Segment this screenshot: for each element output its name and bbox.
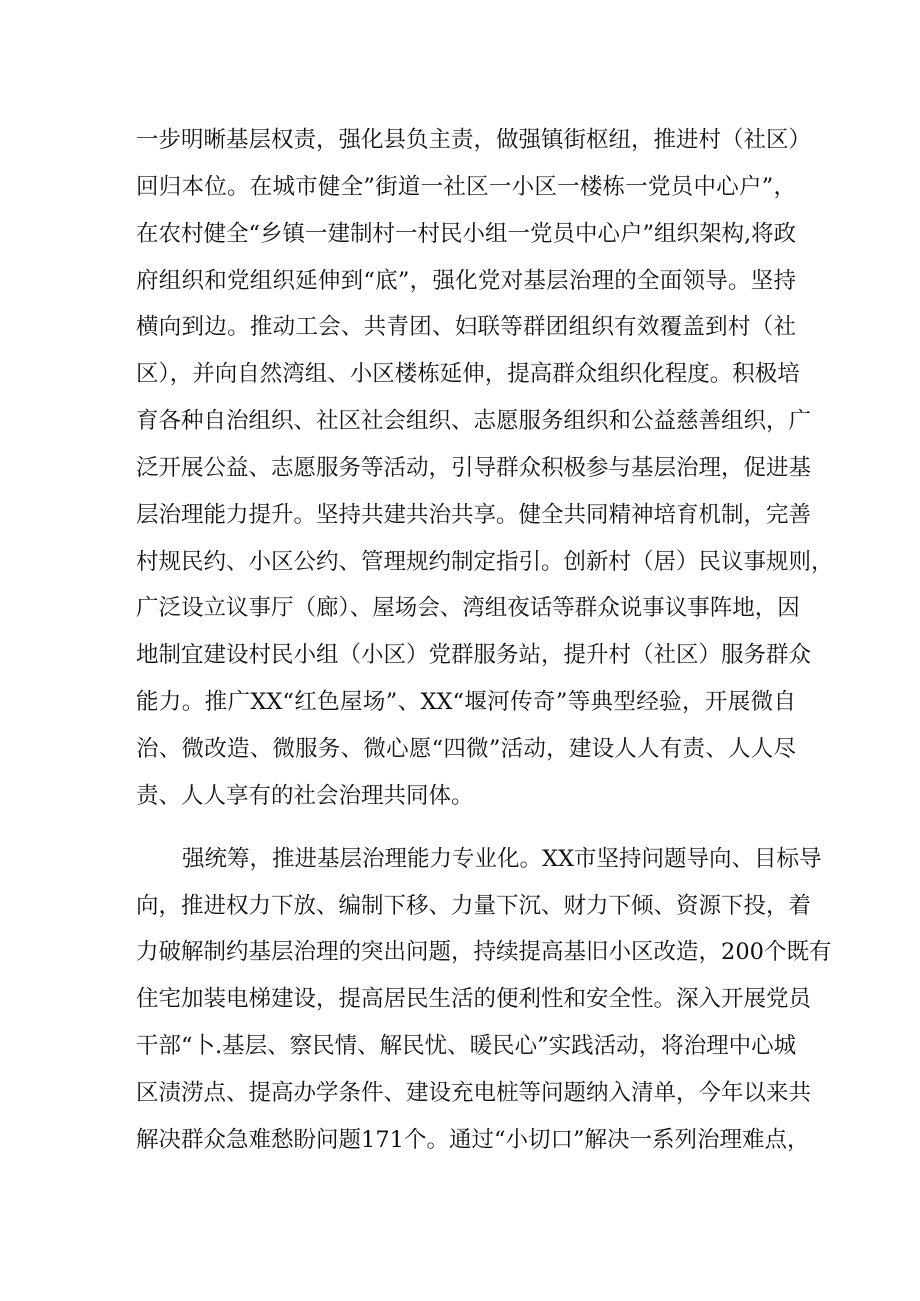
text-line: 泛开展公益、志愿服务等活动，引导群众积极参与基层治理，促进基 (136, 454, 812, 481)
body-text (136, 117, 834, 1164)
text-line: 区），并向自然湾组、小区楼栋延伸，提高群众组织化程度。积极培 (136, 361, 800, 388)
paragraph-1 (136, 117, 834, 820)
text-line: 向，推进权力下放、编制下移、力量下沉、财力下倾、资源下投，着 (136, 892, 812, 919)
text-line: 干部“卜.基层、察民情、解民忧、暖民心”实践活动，将治理中心城 (136, 1033, 797, 1060)
text-line: 区渍涝点、提高办学条件、建设充电桩等问题纳入清单，今年以来共 (136, 1079, 812, 1106)
text-line: 住宅加装电梯建设，提高居民生活的便利性和安全性。深入开展党员 (136, 986, 812, 1013)
text-line: 治、微改造、微服务、微心愿“四微”活动，建设人人有责、人人尽 (136, 735, 796, 762)
text-line: 村规民约、小区公约、管理规约制定指引。创新村（居）民议事规则， (136, 548, 834, 575)
paragraph-2 (136, 836, 832, 1164)
text-line-last: 责、人人享有的社会治理共同体。 (136, 782, 474, 809)
text-line: 府组织和党组织延伸到“底”，强化党对基层治理的全面领导。坚持 (136, 267, 796, 294)
text-line-first: 强统筹，推进基层治理能力专业化。XX市坚持问题导向、目标导 (182, 845, 822, 872)
paragraph-spacer (136, 820, 796, 836)
text-line: 横向到边。推动工会、共青团、妇联等群团组织有效覆盖到村（社 (136, 314, 796, 341)
text-line: 回归本位。在城市健全”街道一社区一小区一楼栋一党员中心户”， (136, 173, 796, 200)
text-line: 在农村健全“乡镇一建制村一村民小组一党员中心户”组织架构,将政 (136, 220, 797, 247)
text-line: 地制宜建设村民小组（小区）党群服务站，提升村（社区）服务群众 (136, 642, 812, 669)
text-line: 解决群众急难愁盼问题171个。通过“小切口”解决一系列治理难点， (136, 1126, 810, 1153)
text-line: 能力。推广XX“红色屋场”、XX“堰河传奇”等典型经验，开展微自 (136, 689, 796, 716)
text-line: 育各种自治组织、社区社会组织、志愿服务组织和公益慈善组织，广 (136, 408, 812, 435)
text-line: 一步明晰基层权责，强化县负主责，做强镇街枢纽，推进村（社区） (136, 127, 812, 153)
text-line: 力破解制约基层治理的突出问题，持续提高基旧小区改造，200个既有 (136, 939, 832, 966)
text-line: 层治理能力提升。坚持共建共治共享。健全共同精神培育机制，完善 (136, 501, 812, 528)
text-line: 广泛设立议事厅（廊）、屋场会、湾组夜话等群众说事议事阵地，因 (136, 595, 800, 622)
